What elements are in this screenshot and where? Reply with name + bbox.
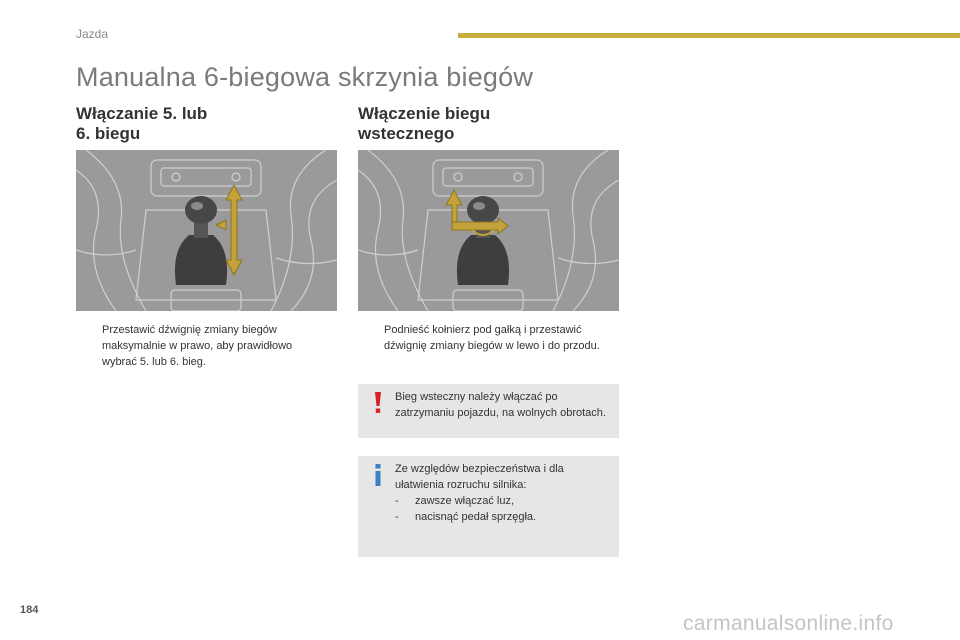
- heading-reverse-gear: [358, 104, 490, 144]
- exclamation-icon: [372, 392, 384, 414]
- heading-gear-5-6: [76, 104, 207, 144]
- instruction-text: Przestawić dźwignię zmiany biegów maksymalnie w prawo, aby prawidłowo wybrać 5. lub 6. bieg.: [102, 324, 293, 368]
- info-note: [358, 456, 619, 557]
- heading-line: 6. biegu: [76, 124, 141, 143]
- gear-shift-photo-5-6: [76, 150, 337, 311]
- instruction-text: Podnieść kołnierz pod gałką i przestawić dźwignię zmiany biegów w lewo i do przodu.: [384, 324, 600, 352]
- gear-shift-right-arrows-icon: [76, 150, 337, 311]
- gear-shift-reverse-arrows-icon: [358, 150, 619, 311]
- list-item: [395, 509, 613, 525]
- heading-line: Włączenie biegu: [358, 104, 491, 123]
- header-accent-rule: [458, 33, 960, 38]
- list-item-text: zawsze włączać luz,: [415, 495, 515, 507]
- instruction-gear-5-6: [80, 322, 330, 370]
- page-number: 184: [20, 604, 39, 616]
- list-dash: -: [395, 511, 399, 523]
- watermark: carmanualsonline.info: [683, 612, 894, 635]
- instruction-reverse-gear: [362, 322, 617, 354]
- section-label: Jazda: [76, 27, 109, 41]
- info-text: [395, 461, 613, 525]
- gear-shift-photo-reverse: [358, 150, 619, 311]
- page-title: Manualna 6-biegowa skrzynia biegów: [76, 62, 534, 92]
- info-icon: [372, 464, 384, 486]
- info-intro: Ze względów bezpieczeństwa i dla ułatwienia rozruchu silnika:: [395, 463, 564, 491]
- warning-note: [358, 384, 619, 438]
- list-item-text: nacisnąć pedał sprzęgła.: [415, 511, 537, 523]
- heading-line: wstecznego: [358, 124, 455, 143]
- heading-line: Włączanie 5. lub: [76, 104, 208, 123]
- list-dash: -: [395, 495, 399, 507]
- list-item: [395, 493, 613, 509]
- warning-text: Bieg wsteczny należy włączać po zatrzymaniu pojazdu, na wolnych obrotach.: [395, 391, 606, 419]
